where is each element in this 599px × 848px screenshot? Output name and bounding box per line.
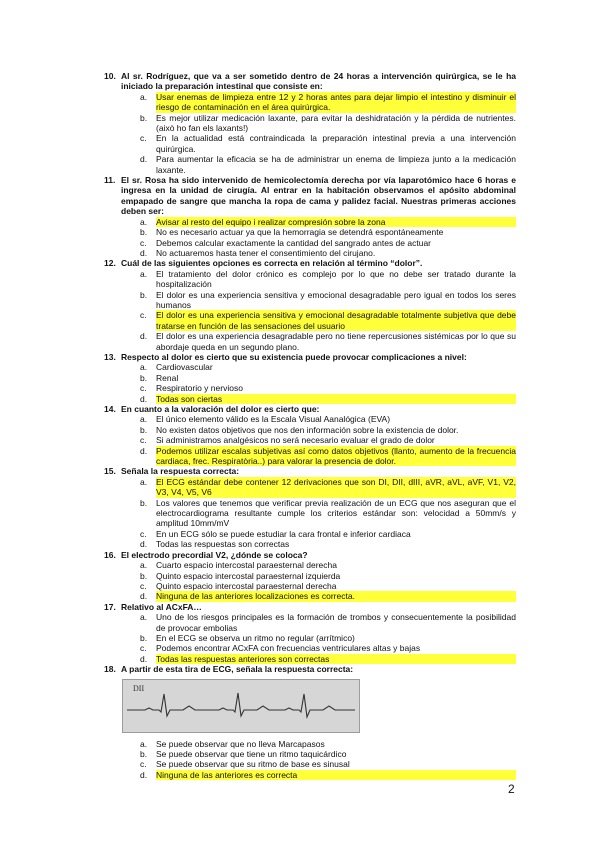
question-number: 11. xyxy=(104,175,116,186)
answer-option xyxy=(140,477,516,498)
option-letter: d. xyxy=(140,247,148,258)
option-text: Renal xyxy=(156,372,179,383)
question-heading xyxy=(104,602,516,612)
question-18 xyxy=(104,664,516,780)
option-letter: d. xyxy=(140,393,148,404)
question-heading xyxy=(104,175,516,217)
option-letter: b. xyxy=(140,570,148,581)
option-letter: a. xyxy=(140,738,148,749)
option-text: Debemos calcular exactamente la cantidad del sangrado antes de actuar xyxy=(156,237,432,248)
option-text: En el ECG se observa un ritmo no regular (arrítmico) xyxy=(156,632,355,643)
option-letter: b. xyxy=(140,372,148,383)
question-11 xyxy=(104,175,516,258)
option-letter: b. xyxy=(140,424,148,435)
option-letter: a. xyxy=(140,612,148,623)
option-letter: a. xyxy=(140,414,148,425)
question-text: Respecto al dolor es cierto que su existencia puede provocar complicaciones a nivel: xyxy=(121,351,467,362)
answer-option xyxy=(140,394,516,404)
option-letter: a. xyxy=(140,560,148,571)
answer-options xyxy=(140,217,516,259)
option-text: Podemos encontrar ACxFA con frecuencias ventriculares altas y bajas xyxy=(156,643,421,654)
option-text: Todas las respuestas son correctas xyxy=(156,539,290,550)
option-text: Para aumentar la eficacia se ha de administrar un enema de limpieza junto a la medicación laxante. xyxy=(156,154,516,175)
answer-option xyxy=(140,238,516,248)
answer-option xyxy=(140,425,516,435)
option-text: El único elemento válido es la Escala Visual Aanalógica (EVA) xyxy=(156,414,391,425)
option-letter: a. xyxy=(140,476,148,487)
answer-option xyxy=(140,498,516,529)
question-text: Señala la respuesta correcta: xyxy=(121,466,240,477)
option-text: Se puede observar que su ritmo de base es sinusal xyxy=(156,759,350,770)
option-letter: b. xyxy=(140,227,148,238)
option-text: El tratamiento del dolor crónico es complejo por lo que no debe ser tratado durante la hospitalización xyxy=(156,268,516,290)
question-13 xyxy=(104,352,516,404)
question-10 xyxy=(104,71,516,175)
option-letter: c. xyxy=(140,237,147,248)
question-heading xyxy=(104,71,516,92)
option-text: Es mejor utilizar medicación laxante, para evitar la deshidratación y la pérdida de nutrientes. (això ho fan els laxants!) xyxy=(156,112,516,134)
answer-option xyxy=(140,560,516,570)
option-letter: a. xyxy=(140,91,148,102)
option-letter: d. xyxy=(140,769,148,780)
option-text-highlighted: Ninguna de las anteriores es correcta xyxy=(156,770,516,780)
option-text: En un ECG sólo se puede estudiar la cara frontal e inferior cardiaca xyxy=(156,528,411,539)
option-letter: b. xyxy=(140,748,148,759)
question-12 xyxy=(104,258,516,352)
answer-option xyxy=(140,92,516,113)
answer-option xyxy=(140,290,516,311)
question-number: 15. xyxy=(104,466,116,477)
option-letter: d. xyxy=(140,331,148,342)
question-15 xyxy=(104,466,516,549)
option-letter: b. xyxy=(140,289,148,300)
answer-option xyxy=(140,633,516,643)
option-letter: b. xyxy=(140,632,148,643)
question-heading xyxy=(104,352,516,362)
answer-options xyxy=(140,92,516,175)
answer-option xyxy=(140,331,516,352)
answer-option xyxy=(140,113,516,134)
option-letter: a. xyxy=(140,362,148,373)
question-text: Al sr. Rodríguez, que va a ser sometido dentro de 24 horas a intervención quirúrgica, se le ha iniciado la preparación intestinal que consiste en: xyxy=(121,71,516,92)
answer-option xyxy=(140,414,516,424)
question-heading xyxy=(104,258,516,268)
page-number: 2 xyxy=(508,782,515,796)
answer-option xyxy=(140,435,516,445)
question-number: 16. xyxy=(104,549,116,560)
answer-option xyxy=(140,581,516,591)
option-letter: c. xyxy=(140,759,147,770)
option-letter: c. xyxy=(140,383,147,394)
question-text: A partir de esta tira de ECG, señala la respuesta correcta: xyxy=(121,664,354,675)
answer-option xyxy=(140,591,516,601)
answer-option xyxy=(140,739,516,749)
option-text: Cardiovascular xyxy=(156,362,213,373)
option-letter: c. xyxy=(140,643,147,654)
answer-options xyxy=(140,414,516,466)
option-letter: a. xyxy=(140,216,148,227)
answer-option xyxy=(140,770,516,780)
answer-option xyxy=(140,759,516,769)
option-letter: c. xyxy=(140,133,147,144)
question-number: 13. xyxy=(104,351,116,362)
option-text: Se puede observar que no lleva Marcapasos xyxy=(156,738,325,749)
option-text: Respiratorio y nervioso xyxy=(156,383,243,394)
option-text-highlighted: Todas son ciertas xyxy=(156,394,516,404)
option-letter: b. xyxy=(140,112,148,123)
answer-options xyxy=(140,269,516,352)
answer-options xyxy=(140,362,516,404)
answer-option xyxy=(140,310,516,331)
question-text: Relativo al ACxFA… xyxy=(121,601,202,612)
option-letter: c. xyxy=(140,435,147,446)
answer-option xyxy=(140,529,516,539)
option-text-highlighted: El dolor es una experiencia sensitiva y emocional desagradable totalmente subjetiva que debe tratarse en función de las sensaciones del usuario xyxy=(156,310,516,331)
option-text: No actuaremos hasta tener el consentimiento del cirujano. xyxy=(156,247,376,258)
answer-option xyxy=(140,269,516,290)
answer-option xyxy=(140,373,516,383)
question-heading xyxy=(104,664,516,674)
question-heading xyxy=(104,404,516,414)
answer-option xyxy=(140,654,516,664)
option-text: Los valores que tenemos que verificar previa realización de un ECG que nos aseguran que el electrocardiograma resultante cumple los criterios estándar son: velocidad a 50mm/s y amplitud 10mm/mV xyxy=(156,497,516,529)
answer-options xyxy=(140,739,516,781)
question-text: En cuanto a la valoración del dolor es cierto que: xyxy=(121,404,320,414)
answer-option xyxy=(140,154,516,175)
option-letter: d. xyxy=(140,653,148,664)
option-text: Uno de los riesgos principales es la formación de trombos y consecuentemente la posibilidad de provocar embolias xyxy=(156,612,516,633)
option-text-highlighted: Ninguna de las anteriores localizaciones es correcta. xyxy=(156,591,516,601)
option-letter: c. xyxy=(140,528,147,539)
answer-option xyxy=(140,571,516,581)
question-heading xyxy=(104,550,516,560)
answer-option xyxy=(140,227,516,237)
option-text: Cuarto espacio intercostal paraesternal derecha xyxy=(156,560,337,571)
option-text: El dolor es una experiencia desagradable pero no tiene repercusiones sistémicas por lo que su abordaje queda en un segundo plano. xyxy=(156,331,516,352)
question-text: Cuál de las siguientes opciones es correcta en relación al término “dolor”. xyxy=(121,258,423,269)
option-text: Si administramos analgésicos no será necesario evaluar el grado de dolor xyxy=(156,435,435,446)
question-number: 12. xyxy=(104,258,116,269)
ecg-strip-image xyxy=(122,679,360,733)
answer-option xyxy=(140,612,516,633)
answer-options xyxy=(140,612,516,664)
option-text-highlighted: Usar enemas de limpieza entre 12 y 2 horas antes para dejar limpio el intestino y disminuir el riesgo de contaminación en el área quirúrgica. xyxy=(156,91,516,113)
option-text-highlighted: El ECG estándar debe contener 12 derivaciones que son DI, DII, dIII, aVR, aVL, aVF, V1, V2, V3, V4, V5, V6 xyxy=(156,476,516,498)
question-14 xyxy=(104,404,516,466)
answer-option xyxy=(140,446,516,467)
answer-option xyxy=(140,749,516,759)
question-text: El sr. Rosa ha sido intervenido de hemicolectomía derecha por vía laparotómico hace 6 horas e ingresa en la unidad de cirugía. Al entrar en la habitación observamos el apósito abdominal empapado de sangre que mancha la ropa de cama y palidez facial. Nuestras primeras acciones deben ser: xyxy=(121,175,516,217)
option-text: Se puede observar que tiene un ritmo taquicárdico xyxy=(156,748,347,759)
option-letter: c. xyxy=(140,310,147,321)
option-letter: d. xyxy=(140,591,148,602)
option-text: Quinto espacio intercostal paraesternal derecha xyxy=(156,580,337,591)
option-letter: d. xyxy=(140,539,148,550)
answer-option xyxy=(140,643,516,653)
option-letter: d. xyxy=(140,445,148,456)
answer-option xyxy=(140,133,516,154)
option-letter: d. xyxy=(140,154,148,165)
answer-option xyxy=(140,217,516,227)
question-number: 17. xyxy=(104,601,116,612)
answer-option xyxy=(140,248,516,258)
question-17 xyxy=(104,602,516,664)
option-letter: b. xyxy=(140,497,148,508)
question-list xyxy=(104,71,516,780)
option-text: No existen datos objetivos que nos den información sobre la existencia de dolor. xyxy=(156,424,459,435)
question-number: 14. xyxy=(104,404,116,414)
option-text-highlighted: Podemos utilizar escalas subjetivas así como datos objetivos (llanto, aumento de la frecuencia cardiaca, frec. Respiratòria..) para valorar la presencia de dolor. xyxy=(156,445,516,467)
question-16 xyxy=(104,550,516,602)
answer-option xyxy=(140,383,516,393)
answer-option xyxy=(140,362,516,372)
option-letter: a. xyxy=(140,268,148,279)
option-letter: c. xyxy=(140,580,147,591)
option-text: En la actualidad está contraindicada la preparación intestinal previa a una intervención quirúrgica. xyxy=(156,133,516,154)
answer-options xyxy=(140,477,516,550)
question-number: 10. xyxy=(104,71,116,81)
option-text: El dolor es una experiencia sensitiva y emocional desagradable pero igual en todos los seres humanos xyxy=(156,289,516,310)
question-number: 18. xyxy=(104,664,116,675)
ecg-lead-label: DII xyxy=(133,683,145,693)
option-text-highlighted: Avisar al resto del equipo i realizar compresión sobre la zona xyxy=(156,217,516,227)
option-text: No es necesario actuar ya que la hemorragia se detendrá espontáneamente xyxy=(156,227,444,238)
answer-option xyxy=(140,539,516,549)
question-heading xyxy=(104,466,516,476)
option-text: Quinto espacio intercostal paraesternal izquierda xyxy=(156,570,341,581)
question-text: El electrodo precordial V2, ¿dónde se coloca? xyxy=(121,549,308,560)
option-text-highlighted: Todas las respuestas anteriores son correctas xyxy=(156,654,516,664)
answer-options xyxy=(140,560,516,602)
